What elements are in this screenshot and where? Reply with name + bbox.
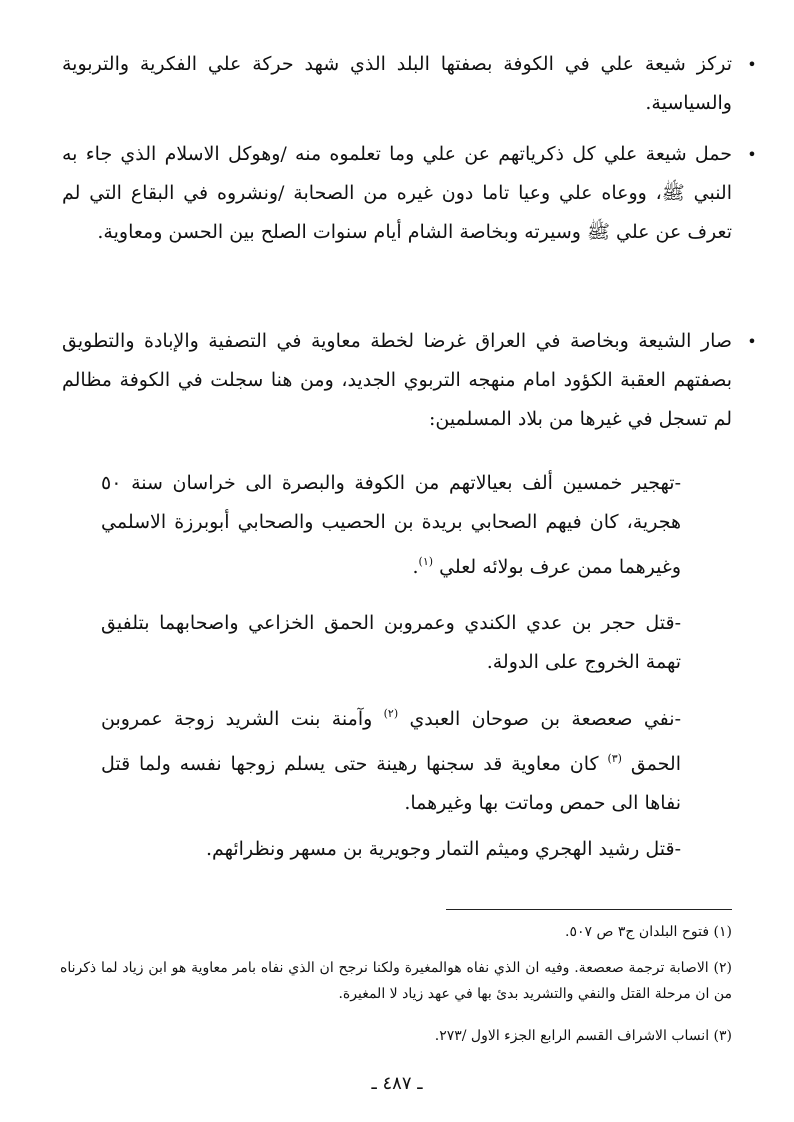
sub-item-text: -قتل حجر بن عدي الكندي وعمروبن الحمق الخزاعي واصحابهما بتلفيق تهمة الخروج على الدولة. [101, 612, 681, 673]
footnote-divider [446, 909, 732, 910]
footnote: (٣) انساب الاشراف القسم الرابع الجزء الاول /٢٧٣. [434, 1028, 732, 1044]
sub-item [101, 830, 681, 869]
footnote: (١) فتوح البلدان ج٣ ص ٥٠٧. [565, 924, 732, 940]
sub-item [101, 464, 681, 587]
footnote-ref: (٢) [383, 707, 399, 720]
bullet-text: حمل شيعة علي كل ذكرياتهم عن علي وما تعلموه منه /وهوكل الاسلام الذي جاء به النبي ﷺ، ووعاه علي وعيا تاما دون غيره من الصحابة /ونشروه في البقاع التي لم تعرف عن علي ﷺ وسيرته وبخاصة الشام أيام سنوات الصلح بين الحسن ومعاوية. [62, 143, 732, 243]
bullet-dot-icon: • [747, 55, 757, 74]
footnote-ref: (٣) [607, 752, 622, 765]
bullet-dot-icon: • [747, 332, 757, 351]
bullet-item [62, 45, 757, 123]
footnote: (٢) الاصابة ترجمة صعصعة. وفيه ان الذي نفاه هوالمغيرة ولكنا نرجح ان الذي نفاه بامر معاوية هو ابن زياد لما ذكرناه من ان مرحلة القتل والنفي والتشريد بدئ بها في عهد زياد لا المغيرة. [60, 960, 732, 1002]
bullet-item [62, 135, 757, 252]
sub-item-text: -تهجير خمسين ألف بعيالاتهم من الكوفة والبصرة الى خراسان سنة ٥٠ هجرية، كان فيهم الصحابي بريدة بن الحصيب والصحابي أبوبرزة الاسلمي وغيرهما ممن عرف بولائه لعلي [101, 472, 681, 578]
bullet-text: صار الشيعة وبخاصة في العراق غرضا لخطة معاوية في التصفية والإبادة والتطويق بصفتهم العقبة الكؤود امام منهجه التربوي الجديد، ومن هنا سجلت في الكوفة مظالم لم تسجل في غيرها من بلاد المسلمين: [62, 330, 732, 430]
page-number: ـ ٤٨٧ ـ [371, 1073, 423, 1094]
sub-item-text: -نفي صعصعة بن صوحان العبدي [409, 708, 681, 730]
sub-item [101, 604, 681, 682]
bullet-text: تركز شيعة علي في الكوفة بصفتها البلد الذي شهد حركة علي الفكرية والتربوية والسياسية. [62, 53, 732, 114]
sub-item-tail: وآمنة بنت الشريد زوجة عمروبن الحمق [101, 708, 681, 775]
bullet-dot-icon: • [747, 145, 757, 164]
sub-item [101, 694, 681, 823]
footnote-ref: (١) [418, 555, 434, 568]
sub-item-tail: كان معاوية قد سجنها رهينة حتى يسلم زوجها نفسه ولما قتل نفاها الى حمص وماتت بها وغيرهما. [101, 753, 681, 814]
bullet-item [62, 322, 757, 439]
sub-item-tail: . [412, 556, 419, 578]
sub-item-text: -قتل رشيد الهجري وميثم التمار وجويرية بن مسهر ونظرائهم. [205, 838, 681, 860]
